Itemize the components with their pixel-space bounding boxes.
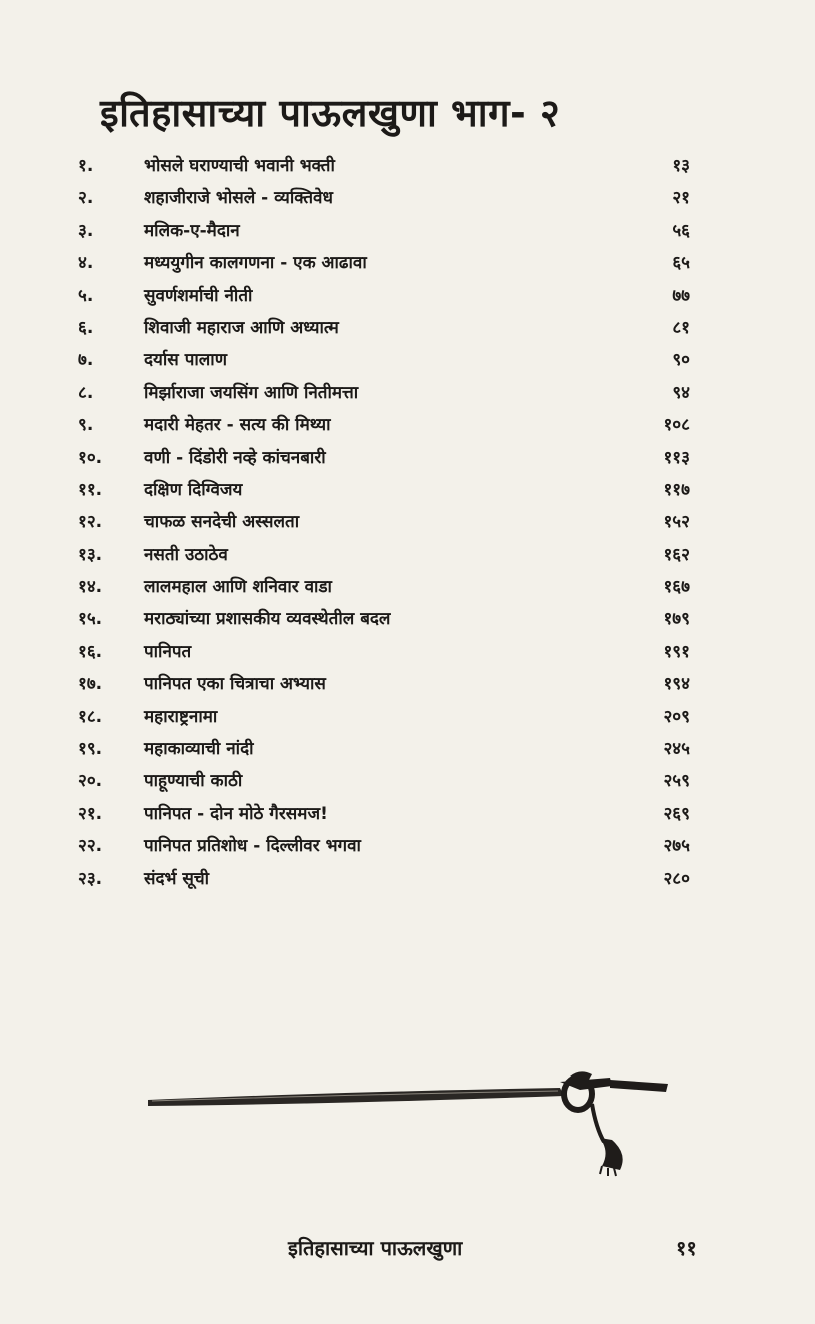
toc-entry-page: ९४ xyxy=(672,382,690,403)
toc-entry-title: मलिक-ए-मैदान xyxy=(144,220,240,241)
toc-entry-title: मध्ययुगीन कालगणना - एक आढावा xyxy=(144,253,367,274)
toc-entry-page: १६७ xyxy=(663,577,690,598)
toc-entry-page: १७९ xyxy=(663,609,690,630)
toc-entry-page: ७७ xyxy=(672,285,690,306)
toc-entry-title: पानिपत एका चित्राचा अभ्यास xyxy=(144,674,326,695)
toc-entry-number: १५. xyxy=(78,609,103,630)
toc-entry xyxy=(78,506,698,538)
toc-entry xyxy=(78,150,698,182)
toc-entry xyxy=(78,539,698,571)
toc-entry-title: दक्षिण दिग्विजय xyxy=(144,479,243,500)
toc-entry-number: ११. xyxy=(78,479,103,500)
toc-entry-page: १९१ xyxy=(663,641,690,662)
toc-entry-number: १०. xyxy=(78,447,103,468)
toc-entry xyxy=(78,312,698,344)
toc-entry xyxy=(78,603,698,635)
toc-entry-page: २६९ xyxy=(663,803,690,824)
toc-entry xyxy=(78,765,698,797)
toc-entry xyxy=(78,798,698,830)
toc-entry-page: ८१ xyxy=(672,317,690,338)
toc-entry-title: दर्यास पालाण xyxy=(144,350,227,371)
toc-entry-page: ११७ xyxy=(663,479,690,500)
toc-entry-number: १४. xyxy=(78,577,103,598)
toc-entry xyxy=(78,377,698,409)
toc-entry-page: १५२ xyxy=(663,512,690,533)
toc-entry-page: ६५ xyxy=(672,253,690,274)
toc-entry-title: पानिपत प्रतिशोध - दिल्लीवर भगवा xyxy=(144,836,361,857)
toc-entry-page: १९४ xyxy=(663,674,690,695)
toc-entry-title: संदर्भ सूची xyxy=(144,868,210,889)
toc-entry-title: महाकाव्याची नांदी xyxy=(144,739,254,760)
toc-entry-page: २०९ xyxy=(663,706,690,727)
table-of-contents xyxy=(78,150,698,895)
toc-entry-title: चाफळ सनदेची अस्सलता xyxy=(144,512,300,533)
toc-entry-page: २७५ xyxy=(663,836,690,857)
toc-entry-number: १२. xyxy=(78,512,103,533)
toc-entry-number: २३. xyxy=(78,868,103,889)
toc-entry-title: पानिपत xyxy=(144,641,192,662)
toc-entry-number: ७. xyxy=(78,350,94,371)
toc-entry xyxy=(78,733,698,765)
toc-entry-number: ८. xyxy=(78,382,94,403)
toc-entry-number: १७. xyxy=(78,674,103,695)
toc-entry-title: मदारी मेहतर - सत्य की मिथ्या xyxy=(144,415,331,436)
toc-entry xyxy=(78,182,698,214)
toc-entry-number: २. xyxy=(78,188,94,209)
toc-entry-number: १६. xyxy=(78,641,103,662)
toc-entry-number: ६. xyxy=(78,317,94,338)
toc-entry-page: २५९ xyxy=(663,771,690,792)
toc-entry xyxy=(78,636,698,668)
toc-entry-page: ९० xyxy=(672,350,690,371)
toc-entry-number: १९. xyxy=(78,739,103,760)
toc-entry-title: भोसले घराण्याची भवानी भक्ती xyxy=(144,156,335,176)
toc-entry xyxy=(78,701,698,733)
footer-book-title: इतिहासाच्या पाऊलखुणा xyxy=(288,1236,463,1260)
toc-entry xyxy=(78,863,698,895)
toc-entry-title: मिर्झाराजा जयसिंग आणि नितीमत्ता xyxy=(144,382,359,403)
toc-entry xyxy=(78,344,698,376)
toc-entry-number: ९. xyxy=(78,415,94,436)
toc-entry-title: लालमहाल आणि शनिवार वाडा xyxy=(144,577,332,598)
toc-entry-number: २०. xyxy=(78,771,103,792)
toc-entry-title: शिवाजी महाराज आणि अध्यात्म xyxy=(144,317,339,338)
toc-entry-page: १३ xyxy=(672,156,690,176)
toc-entry-title: पाहूण्याची काठी xyxy=(144,771,243,792)
toc-entry-title: मराठ्यांच्या प्रशासकीय व्यवस्थेतील बदल xyxy=(144,609,391,630)
toc-entry xyxy=(78,571,698,603)
page-title: इतिहासाच्या पाऊलखुणा भाग- २ xyxy=(100,91,561,135)
toc-entry-title: पानिपत - दोन मोठे गैरसमज! xyxy=(144,803,328,824)
toc-entry-number: १. xyxy=(78,156,94,176)
toc-entry-page: १०८ xyxy=(663,415,690,436)
toc-entry-title: महाराष्ट्रनामा xyxy=(144,706,218,727)
toc-entry-title: नसती उठाठेव xyxy=(144,544,228,565)
toc-entry-number: ४. xyxy=(78,253,94,274)
toc-entry-number: ५. xyxy=(78,285,94,306)
toc-entry xyxy=(78,668,698,700)
sword-icon xyxy=(140,1068,680,1178)
toc-entry-page: ११३ xyxy=(663,447,690,468)
toc-entry-number: २२. xyxy=(78,836,103,857)
toc-entry xyxy=(78,830,698,862)
toc-entry-number: १८. xyxy=(78,706,103,727)
toc-entry-number: २१. xyxy=(78,803,103,824)
toc-entry-page: ५६ xyxy=(672,220,690,241)
toc-entry-number: १३. xyxy=(78,544,103,565)
toc-entry-title: वणी - दिंडोरी नव्हे कांचनबारी xyxy=(144,447,326,468)
toc-entry xyxy=(78,247,698,279)
toc-entry xyxy=(78,409,698,441)
toc-entry xyxy=(78,280,698,312)
toc-entry-page: २८० xyxy=(663,868,690,889)
toc-entry-title: शहाजीराजे भोसले - व्यक्तिवेध xyxy=(144,188,333,209)
toc-entry xyxy=(78,215,698,247)
toc-entry xyxy=(78,442,698,474)
toc-entry-page: २४५ xyxy=(663,739,690,760)
footer-page-number: ११ xyxy=(676,1236,697,1260)
toc-entry xyxy=(78,474,698,506)
toc-entry-page: १६२ xyxy=(663,544,690,565)
toc-entry-number: ३. xyxy=(78,220,94,241)
toc-entry-page: २१ xyxy=(672,188,690,209)
toc-entry-title: सुवर्णशर्माची नीती xyxy=(144,285,253,306)
